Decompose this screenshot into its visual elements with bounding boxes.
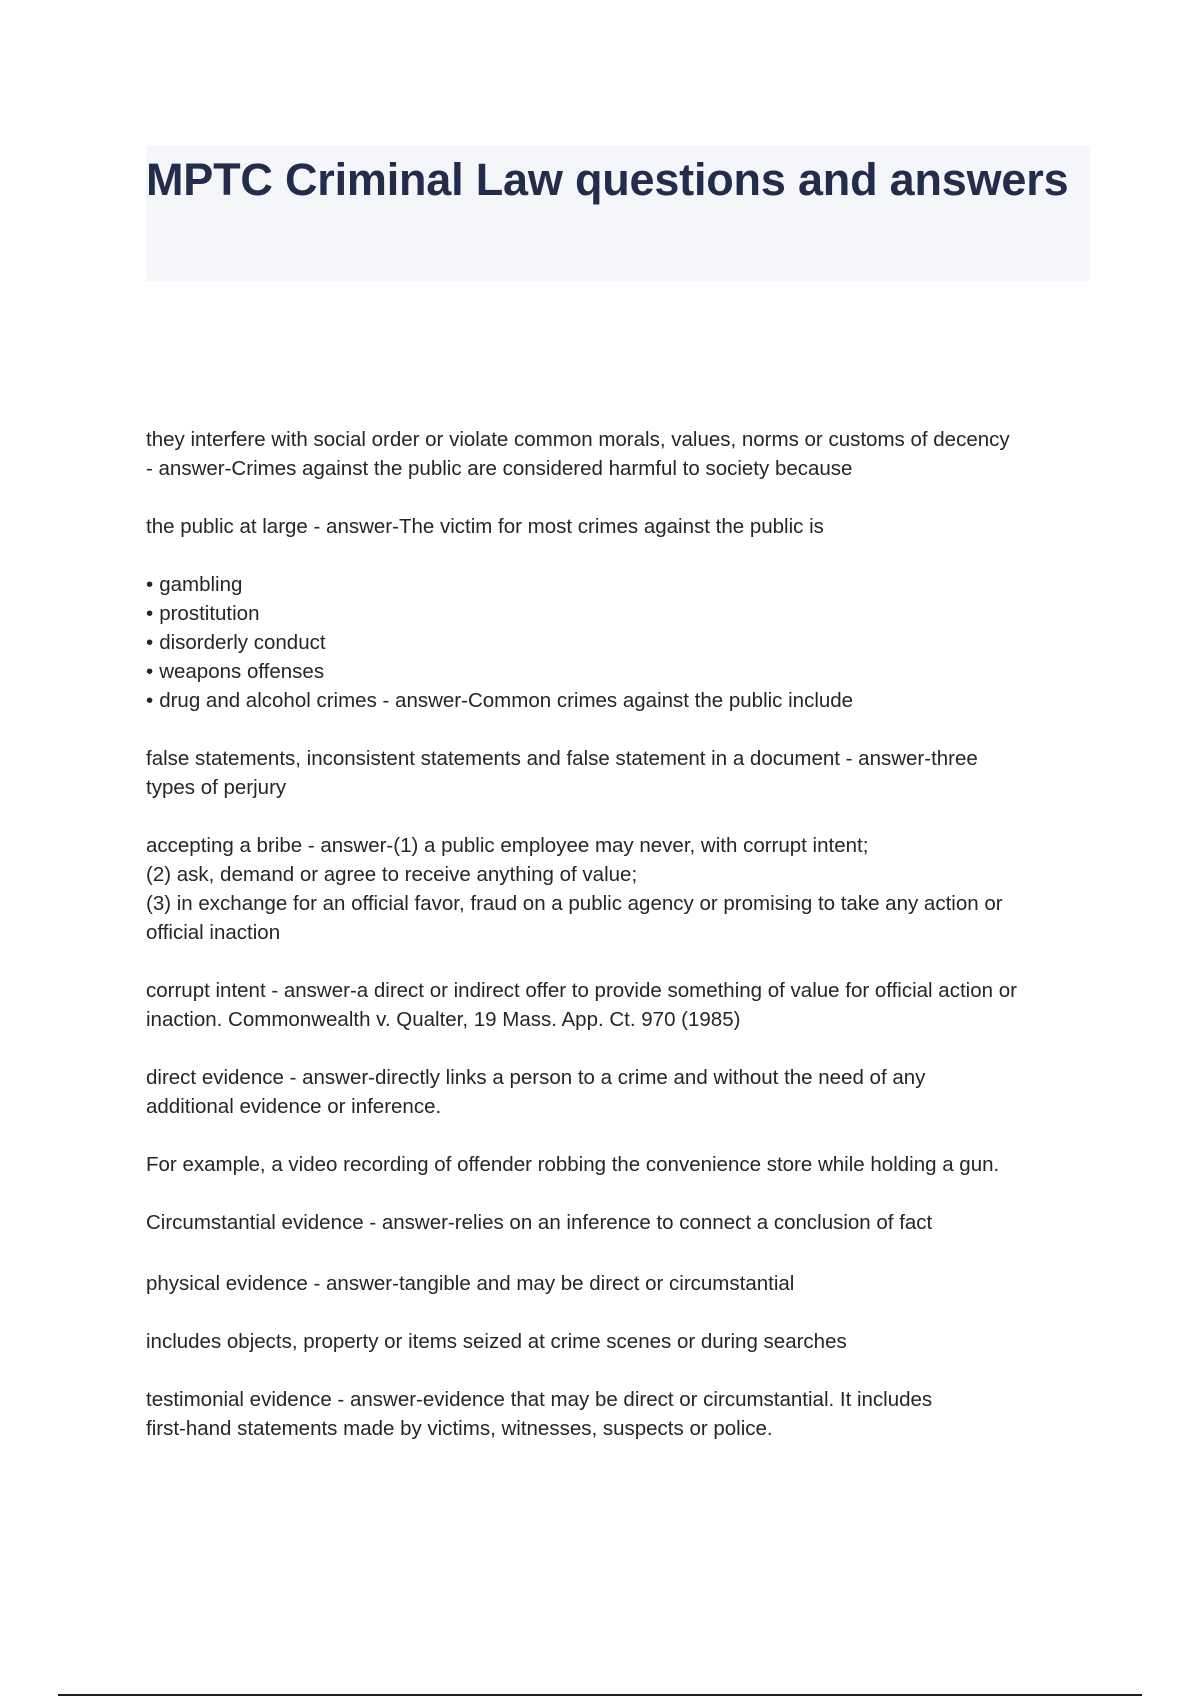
- qa-paragraph: includes objects, property or items seized at crime scenes or during searches: [146, 1330, 847, 1353]
- qa-paragraph: For example, a video recording of offender robbing the convenience store while holding a gun.: [146, 1153, 1000, 1176]
- qa-paragraph: false statements, inconsistent statements and false statement in a document - answer-three types of perjury: [146, 747, 978, 799]
- title-banner: [146, 146, 1090, 281]
- qa-paragraph: testimonial evidence - answer-evidence that may be direct or circumstantial. It includes first-hand statements made by victims, witnesses, suspects or police.: [146, 1388, 933, 1440]
- qa-content: [146, 425, 1096, 1472]
- qa-paragraph: accepting a bribe - answer-(1) a public employee may never, with corrupt intent; (2) ask, demand or agree to receive anything of value; (3) in exchange for an official favor, fraud on a public agency or promising to take any action or official inaction: [146, 834, 1003, 944]
- bullet-item: • prostitution: [146, 599, 1096, 628]
- qa-paragraph: corrupt intent - answer-a direct or indirect offer to provide something of value for official action or inaction. Commonwealth v. Qualter, 19 Mass. App. Ct. 970 (1985): [146, 979, 1017, 1031]
- bullet-item: • weapons offenses: [146, 657, 1096, 686]
- bullet-item: • drug and alcohol crimes - answer-Common crimes against the public include: [146, 686, 1096, 715]
- qa-paragraph: they interfere with social order or violate common morals, values, norms or customs of decency - answer-Crimes against the public are considered harmful to society because: [146, 428, 1010, 480]
- page-bottom-rule: [58, 1694, 1142, 1696]
- qa-paragraph: direct evidence - answer-directly links a person to a crime and without the need of any additional evidence or inference.: [146, 1066, 926, 1118]
- page-title: MPTC Criminal Law questions and answers: [146, 154, 1069, 205]
- qa-paragraph: the public at large - answer-The victim for most crimes against the public is: [146, 515, 824, 538]
- qa-paragraph: physical evidence - answer-tangible and may be direct or circumstantial: [146, 1272, 795, 1295]
- bullet-list: [146, 570, 1096, 715]
- bullet-item: • gambling: [146, 570, 1096, 599]
- qa-paragraph: Circumstantial evidence - answer-relies on an inference to connect a conclusion of fact: [146, 1211, 933, 1234]
- bullet-item: • disorderly conduct: [146, 628, 1096, 657]
